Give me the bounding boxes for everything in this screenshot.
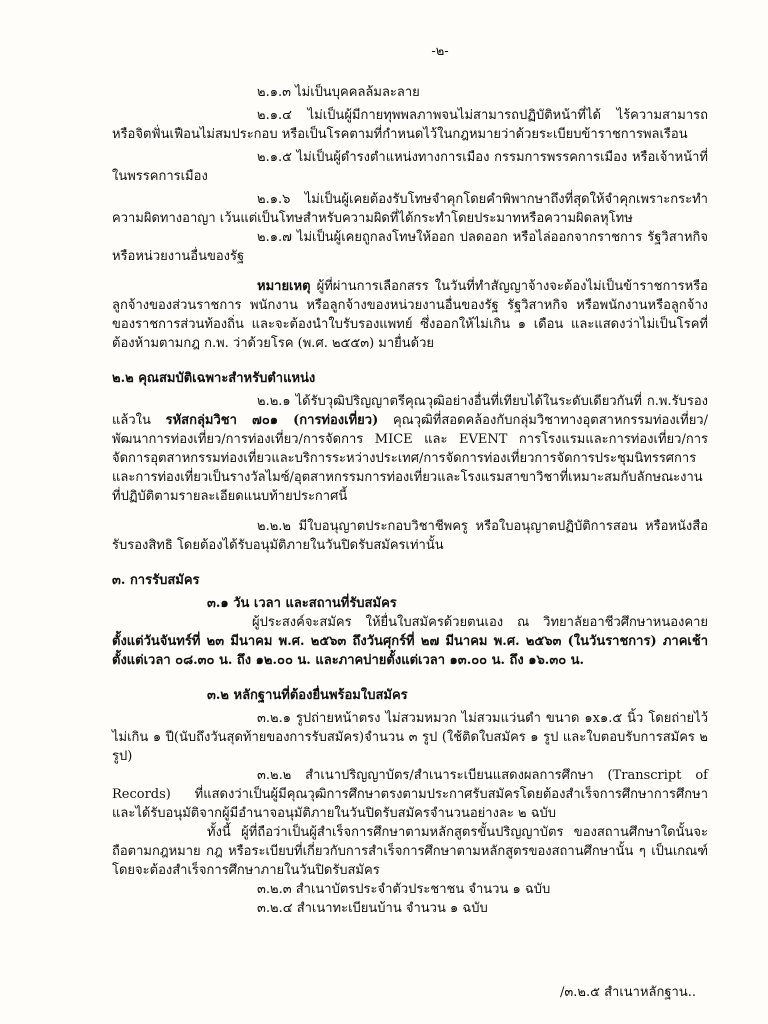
- clause-2-1-7: ๒.๑.๗ ไม่เป็นผู้เคยถูกลงโทษให้ออก ปลดออก หรือไล่ออกจากราชการ รัฐวิสาหกิจ หรือหน่วยงานอื่นของรัฐ: [112, 230, 708, 264]
- subject-group-code: รหัสกลุ่มวิชา ๗๐๑ (การท่องเที่ยว): [165, 413, 379, 428]
- clause-2-2-1-detail: คุณวุฒิที่สอดคล้องกับกลุ่มวิชาทางอุตสาหกรรมท่องเที่ยว/พัฒนาการท่องเที่ยว/การท่องเที่ยว/การจัดการ MICE และ EVENT การโรงแรมและการท่องเที่ยว/การจัดการอุตสาหกรรมท่องเที่ยวและบริการระหว่างประเทศ/การจัดการท่องเที่ยวการจัดการประชุมนิทรรศการและการท่องเที่ยวเป็นรางวัลไมซ์/อุตสาหกรรมการท่องเที่ยวและโรงแรมสาขาวิชาที่เหมาะสมกับลักษณะงานที่ปฏิบัติตามรายละเอียดแนบท้ายประกาศนี้: [112, 413, 708, 504]
- remark-label: หมายเหตุ: [257, 279, 311, 294]
- application-period: ตั้งแต่วันจันทร์ที่ ๒๓ มีนาคม พ.ศ. ๒๕๖๓ ถึงวันศุกร์ที่ ๒๗ มีนาคม พ.ศ. ๒๕๖๓ (ในวันราชการ) ภาคเช้าตั้งแต่เวลา ๐๘.๓๐ น. ถึง ๑๒.๐๐ น. และภาคบ่ายตั้งแต่เวลา ๑๓.๐๐ น. ถึง ๑๖.๓๐ น.: [112, 634, 708, 668]
- clause-3-2-3: ๓.๒.๓ สำเนาบัตรประจำตัวประชาชน จำนวน ๑ ฉบับ: [257, 882, 551, 897]
- section-3-heading: ๓. การรับสมัคร: [112, 573, 200, 588]
- continuation-note: /๓.๒.๕ สำเนาหลักฐาน..: [560, 985, 696, 1000]
- page-number: -๒-: [431, 44, 449, 59]
- clause-2-2-1: [112, 392, 708, 506]
- remark-paragraph: [112, 277, 708, 353]
- clause-2-2-2: ๒.๒.๒ มีใบอนุญาตประกอบวิชาชีพครู หรือใบอนุญาตปฏิบัติการสอน หรือหนังสือรับรองสิทธิ โดยต้องได้รับอนุมัติภายในวันปิดรับสมัครเท่านั้น: [112, 519, 708, 553]
- clause-2-1-6: ๒.๑.๖ ไม่เป็นผู้เคยต้องรับโทษจำคุกโดยคำพิพากษาถึงที่สุดให้จำคุกเพราะกระทำความผิดทางอาญา เว้นแต่เป็นโทษสำหรับความผิดที่ได้กระทำโดยประมาทหรือความผิดลหุโทษ: [112, 192, 708, 226]
- clause-3-1-intro: ผู้ประสงค์จะสมัคร ให้ยื่นใบสมัครด้วยตนเอง ณ วิทยาลัยอาชีวศึกษาหนองคาย: [252, 615, 708, 630]
- clause-3-2-2-note: ทั้งนี้ ผู้ที่ถือว่าเป็นผู้สำเร็จการศึกษาตามหลักสูตรขั้นปริญญาบัตร ของสถานศึกษาใดนั้นจะถือตามกฎหมาย กฎ หรือระเบียบที่เกี่ยวกับการสำเร็จการศึกษาตามหลักสูตรของสถานศึกษานั้น ๆ เป็นเกณฑ์ โดยจะต้องสำเร็จการศึกษาภายในวันปิดรับสมัคร: [112, 825, 708, 878]
- clause-2-1-5: ๒.๑.๕ ไม่เป็นผู้ดำรงตำแหน่งทางการเมือง กรรมการพรรคการเมือง หรือเจ้าหน้าที่ในพรรคการเมือง: [112, 150, 708, 184]
- clause-2-1-3: ๒.๑.๓ ไม่เป็นบุคคลล้มละลาย: [257, 85, 420, 100]
- clause-2-1-4: ๒.๑.๔ ไม่เป็นผู้มีกายทุพพลภาพจนไม่สามารถปฏิบัติหน้าที่ได้ ไร้ความสามารถ หรือจิตฟั่นเฟือนไม่สมประกอบ หรือเป็นโรคตามที่กำหนดไว้ในกฎหมายว่าด้วยระเบียบข้าราชการพลเรือน: [112, 108, 708, 142]
- clause-3-2-2: ๓.๒.๒ สำเนาปริญญาบัตร/สำเนาระเบียนแสดงผลการศึกษา (Transcript of Records) ที่แสดงว่าเป็นผู้มีคุณวุฒิการศึกษาตรงตามประกาศรับสมัครโดยต้องสำเร็จการศึกษาการศึกษาและได้รับอนุมัติจากผู้มีอำนาจอนุมัติภายในวันปิดรับสมัครจำนวนอย่างละ ๒ ฉบับ: [112, 768, 708, 821]
- clause-3-2-4: ๓.๒.๔ สำเนาทะเบียนบ้าน จำนวน ๑ ฉบับ: [257, 901, 488, 916]
- section-3-2-heading: ๓.๒ หลักฐานที่ต้องยื่นพร้อมใบสมัคร: [207, 688, 408, 703]
- clause-3-2-1: ๓.๒.๑ รูปถ่ายหน้าตรง ไม่สวมหมวก ไม่สวมแว่นดำ ขนาด ๑x๑.๕ นิ้ว โดยถ่ายไว้ไม่เกิน ๑ ปี(นับถึงวันสุดท้ายของการรับสมัคร)จำนวน ๓ รูป (ใช้ติดใบสมัคร ๑ รูป และใบตอบรับการสมัคร ๒ รูป): [112, 711, 708, 764]
- clause-2-2-1-intro: ๒.๒.๑ ได้รับวุฒิปริญญาตรีคุณวุฒิอย่างอื่นที่เทียบได้ในระดับเดียวกันที่ ก.พ.รับรองแล้วใน: [112, 394, 708, 428]
- remark-text: ผู้ที่ผ่านการเลือกสรร ในวันที่ทำสัญญาจ้างจะต้องไม่เป็นข้าราชการหรือลูกจ้างของส่วนราชการ พนักงาน หรือลูกจ้างของหน่วยงานอื่นของรัฐ รัฐวิสาหกิจ หรือพนักงานหรือลูกจ้างของราชการส่วนท้องถิ่น และจะต้องนำใบรับรองแพทย์ ซึ่งออกให้ไม่เกิน ๑ เดือน และแสดงว่าไม่เป็นโรคที่ต้องห้ามตามกฎ ก.พ. ว่าด้วยโรค (พ.ศ. ๒๕๕๓) มายื่นด้วย: [112, 279, 708, 351]
- section-2-2-heading: ๒.๒ คุณสมบัติเฉพาะสำหรับตำแหน่ง: [112, 371, 316, 386]
- clause-3-1: [112, 613, 708, 670]
- section-3-1-heading: ๓.๑ วัน เวลา และสถานที่รับสมัคร: [207, 596, 397, 611]
